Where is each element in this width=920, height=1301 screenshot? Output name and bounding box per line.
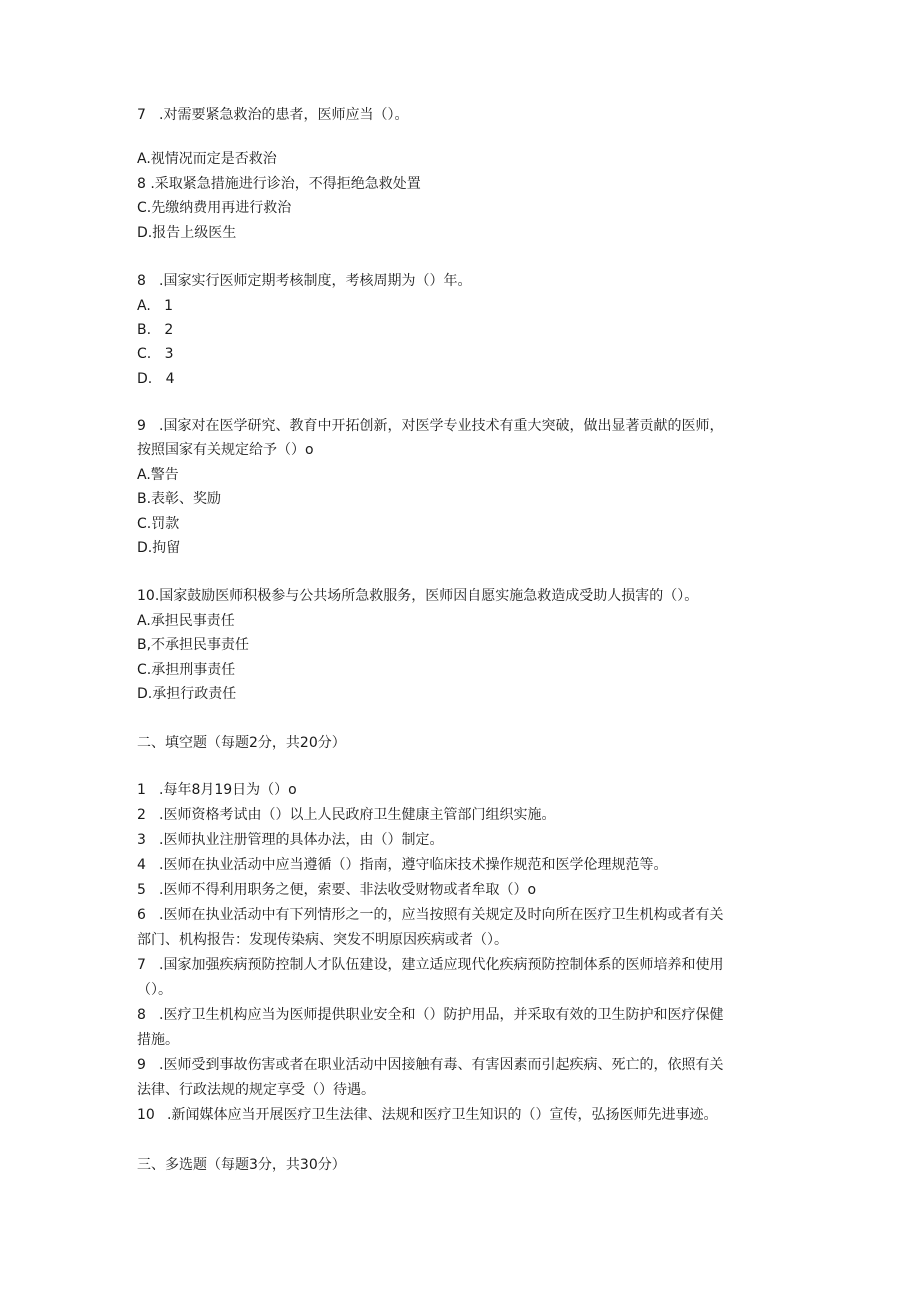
- option-line: A.视情况而定是否救治: [137, 151, 277, 167]
- option-line: C.承担刑事责任: [137, 662, 236, 678]
- fill-item-10: [137, 1105, 717, 1125]
- item-number: 6: [137, 907, 146, 923]
- item-text: .医师在执业活动中应当遵循（）指南，遵守临床技术操作规范和医学伦理规范等。: [159, 857, 668, 873]
- question-number: 7: [137, 107, 146, 123]
- option-line: C. 3: [137, 346, 174, 362]
- question-number: 9: [137, 418, 146, 434]
- question-text: .国家对在医学研究、教育中开拓创新，对医学专业技术有重大突破，做出显著贡献的医师，: [159, 418, 724, 434]
- option-line: B.表彰、奖励: [137, 491, 222, 507]
- item-number: 1: [137, 782, 146, 798]
- item-text: .新闻媒体应当开展医疗卫生法律、法规和医疗卫生知识的（）宣传，弘扬医师先进事迹。: [167, 1107, 718, 1123]
- item-text: .医师在执业活动中有下列情形之一的，应当按照有关规定及时向所在医疗卫生机构或者有关: [159, 907, 724, 923]
- item-text: .每年8月19日为（）o: [159, 782, 297, 798]
- item-text: .医师不得利用职务之便，索要、非法收受财物或者牟取（）o: [159, 882, 537, 898]
- fill-item-9-continued: 法律、行政法规的规定享受（）待遇。: [137, 1082, 375, 1098]
- item-text: .医疗卫生机构应当为医师提供职业安全和（）防护用品，并采取有效的卫生防护和医疗保健: [159, 1007, 724, 1023]
- fill-item-1: [137, 780, 297, 800]
- fill-item-5: [137, 880, 536, 900]
- fill-item-6: [137, 905, 723, 925]
- item-number: 5: [137, 882, 146, 898]
- item-text: .医师资格考试由（）以上人民政府卫生健康主管部门组织实施。: [159, 807, 556, 823]
- item-number: 3: [137, 832, 146, 848]
- option-line: C.罚款: [137, 516, 180, 532]
- fill-item-3: [137, 830, 443, 850]
- fill-item-7: [137, 955, 723, 975]
- option-line: A.承担民事责任: [137, 613, 235, 629]
- option-line: D.承担行政责任: [137, 686, 237, 702]
- fill-item-8: [137, 1005, 723, 1025]
- question-text: .对需要紧急救治的患者，医师应当（）。: [159, 107, 409, 123]
- option-line: D. 4: [137, 371, 175, 387]
- option-line: 8 .采取紧急措施进行诊治，不得拒绝急救处置: [137, 176, 421, 192]
- item-text: .国家加强疾病预防控制人才队伍建设，建立适应现代化疾病预防控制体系的医师培养和使用: [159, 957, 724, 973]
- option-line: A.警告: [137, 467, 179, 483]
- option-line: A. 1: [137, 298, 174, 314]
- section-heading-fill: 二、填空题（每题2分，共20分）: [137, 735, 346, 751]
- question-9: [137, 416, 723, 436]
- fill-item-9: [137, 1055, 723, 1075]
- item-number: 2: [137, 807, 146, 823]
- option-line: D.拘留: [137, 540, 181, 556]
- question-10: 10.国家鼓励医师积极参与公共场所急救服务，医师因自愿实施急救造成受助人损害的（）。: [137, 588, 699, 604]
- option-line: B. 2: [137, 322, 174, 338]
- item-number: 8: [137, 1007, 146, 1023]
- question-text: .国家实行医师定期考核制度，考核周期为（）年。: [159, 273, 472, 289]
- item-number: 7: [137, 957, 146, 973]
- item-number: 10: [137, 1107, 155, 1123]
- fill-item-6-continued: 部门、机构报告：发现传染病、突发不明原因疾病或者（）。: [137, 932, 508, 948]
- option-line: C.先缴纳费用再进行救治: [137, 200, 292, 216]
- item-text: .医师执业注册管理的具体办法，由（）制定。: [159, 832, 444, 848]
- question-8: [137, 271, 471, 291]
- question-number: 8: [137, 273, 146, 289]
- option-line: B,不承担民事责任: [137, 637, 250, 653]
- fill-item-2: [137, 805, 555, 825]
- item-number: 9: [137, 1057, 146, 1073]
- question-7: [137, 105, 408, 125]
- question-text-continued: 按照国家有关规定给予（）o: [137, 442, 314, 458]
- item-text: .医师受到事故伤害或者在职业活动中因接触有毒、有害因素而引起疾病、死亡的，依照有关: [159, 1057, 724, 1073]
- fill-item-7-continued: （）。: [137, 982, 172, 998]
- fill-item-4: [137, 855, 667, 875]
- item-number: 4: [137, 857, 146, 873]
- fill-item-8-continued: 措施。: [137, 1032, 179, 1048]
- section-heading-multi: 三、多选题（每题3分，共30分）: [137, 1157, 346, 1173]
- option-line: D.报告上级医生: [137, 225, 237, 241]
